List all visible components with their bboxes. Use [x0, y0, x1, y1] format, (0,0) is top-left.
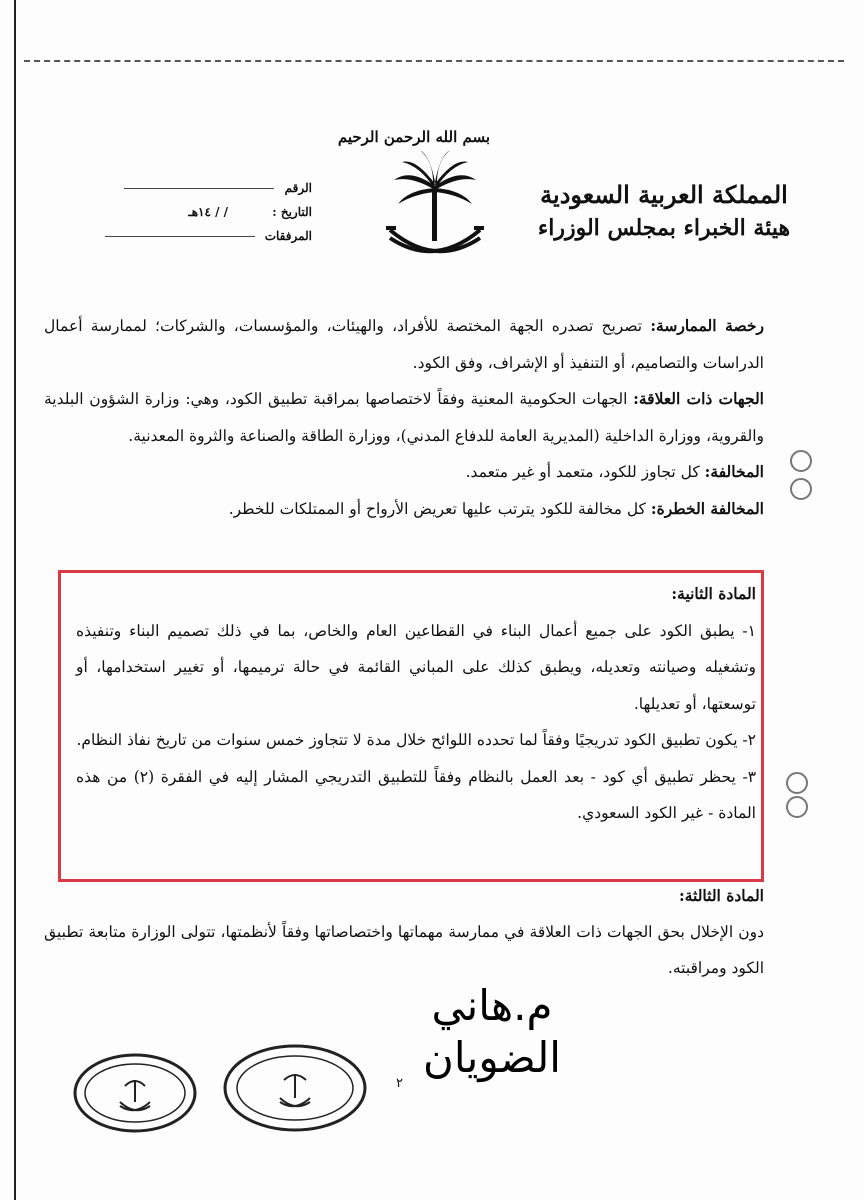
attachments-label: المرفقات [264, 229, 312, 243]
punch-hole-icon [786, 772, 808, 794]
attachments-row [72, 224, 312, 248]
definition-term: الجهات ذات العلاقة: [633, 389, 764, 408]
article-item: ٣- يحظر تطبيق أي كود - بعد العمل بالنظام وفقاً للتطبيق التدريجي المشار إليه في الفقرة (٢) من هذه المادة - غير الكود السعودي. [76, 767, 757, 822]
definition-term: رخصة الممارسة: [650, 316, 764, 335]
article-text: دون الإخلال بحق الجهات ذات العلاقة في ممارسة مهماتها واختصاصاتها وفقاً لأنظمتها، تتولى الوزارة متابعة تطبيق الكود ومراقبته. [44, 923, 764, 977]
page-number: ٢ [396, 1076, 403, 1091]
definition-text: كل مخالفة للكود يترتب عليها تعريض الأرواح أو الممتلكات للخطر. [228, 499, 651, 518]
definition-paragraph [44, 308, 764, 381]
seal-stamp-icon [70, 1050, 200, 1136]
article-item: ٢- يكون تطبيق الكود تدريجيًا وفقاً لما تحدده اللوائح خلال مدة لا تتجاوز خمس سنوات من تاريخ نفاذ النظام. [76, 731, 756, 749]
handwriting-line-2: الضويان [423, 1033, 561, 1082]
handwriting-line-1: م.هاني [431, 981, 553, 1030]
letter-meta [72, 176, 312, 248]
article-three [44, 878, 764, 986]
saudi-emblem [337, 128, 490, 278]
article-two [76, 576, 756, 832]
letterhead-authority [534, 180, 794, 241]
date-label: التاريخ : [272, 205, 312, 219]
definition-text: الجهات الحكومية المعنية وفقاً لاختصاصها بمراقبة تطبيق الكود، وهي: وزارة الشؤون البلدية والقروية، ووزارة الداخلية (المديرية العامة للدفاع المدني)، ووزارة الطاقة والصناعة والثروة المعدنية. [44, 390, 764, 445]
kingdom-name: المملكة العربية السعودية [540, 180, 788, 209]
handwritten-name [392, 980, 592, 1084]
definitions-section [44, 308, 764, 527]
ref-row [72, 176, 312, 200]
seal-stamp-icon [220, 1040, 370, 1136]
punch-hole-icon [790, 450, 812, 472]
palm-swords-icon [380, 146, 490, 266]
scan-edge-line [14, 0, 16, 1200]
ref-label: الرقم [284, 181, 312, 195]
article-title: المادة الثانية: [671, 584, 756, 603]
date-row [72, 200, 312, 224]
top-dashed-rule [24, 60, 844, 62]
attachments-line [105, 236, 255, 237]
punch-hole-icon [786, 796, 808, 818]
definition-paragraph [44, 491, 764, 528]
article-title: المادة الثالثة: [679, 886, 764, 905]
punch-hole-icon [790, 478, 812, 500]
definition-text: كل تجاوز للكود، متعمد أو غير متعمد. [465, 463, 705, 481]
article-item: ١- يطبق الكود على جميع أعمال البناء في القطاعين العام والخاص، بما في ذلك تصميم البناء وتنفيذه وتشغيله وصيانته وتعديله، ويطبق كذلك على المباني القائمة في حالة ترميمها، أو تغيير استخدامها، أو توسعتها، أو تعديلها. [76, 621, 756, 713]
authority-name: هيئة الخبراء بمجلس الوزراء [537, 215, 791, 241]
definition-term: المخالفة: [704, 462, 764, 481]
definition-text: تصريح تصدره الجهة المختصة للأفراد، والهيئات، والمؤسسات، والشركات؛ لممارسة أعمال الدراسات والتصاميم، أو التنفيذ أو الإشراف، وفق الكود. [44, 317, 764, 372]
ref-line [124, 188, 274, 189]
definition-term: المخالفة الخطرة: [650, 498, 764, 518]
basmala: بسم الله الرحمن الرحيم [337, 128, 490, 146]
date-value: / / ١٤هـ [188, 205, 229, 219]
definition-paragraph [44, 454, 764, 491]
definition-paragraph [44, 381, 764, 454]
